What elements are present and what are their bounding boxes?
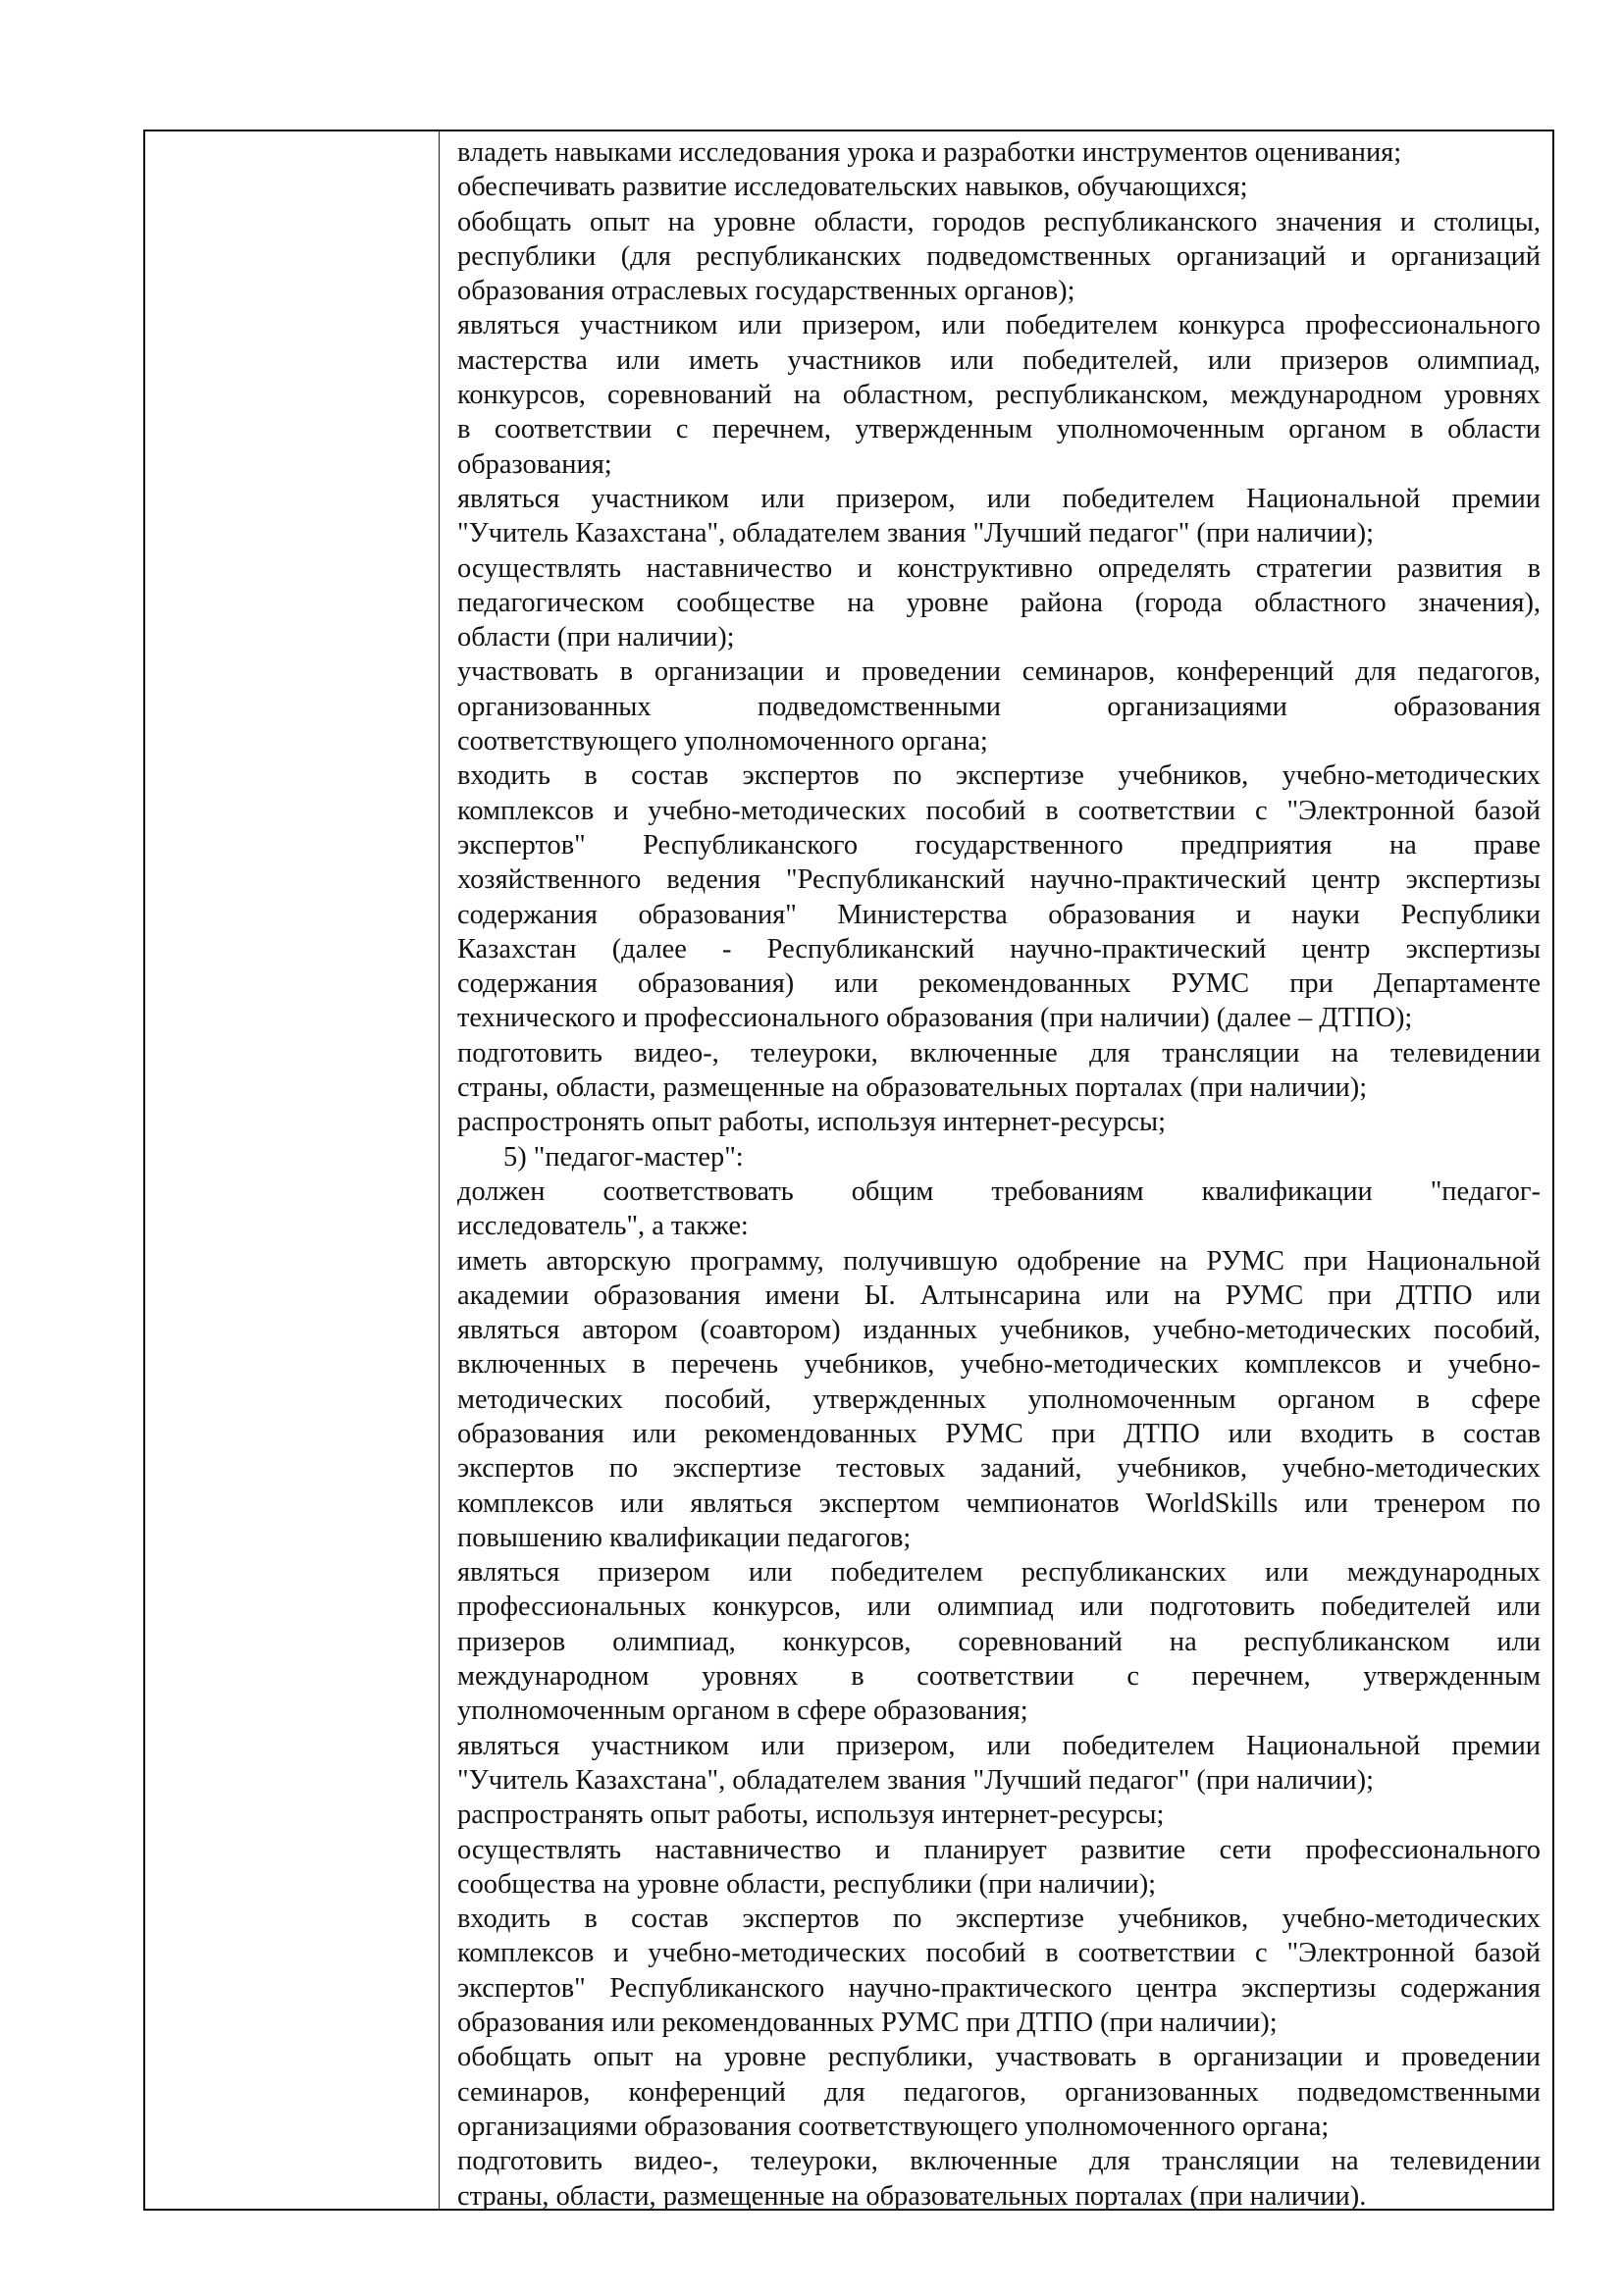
text-line: академии образования имени Ы. Алтынсарина или на РУМС при ДТПО или: [457, 1279, 1541, 1311]
text-line: содержания образования" Министерства образования и науки Республики: [457, 899, 1541, 930]
text-line: страны, области, размещенные на образовательных порталах (при наличии).: [457, 2180, 1367, 2212]
text-line: хозяйственного ведения "Республиканский научно-практический центр экспертизы: [457, 864, 1541, 896]
text-line: комплексов и учебно-методических пособий в соответствии с "Электронной базой: [457, 795, 1541, 826]
text-line: конкурсов, соревнований на областном, республиканском, международном уровнях: [457, 380, 1541, 411]
text-line: обеспечивать развитие исследовательских навыков, обучающихся;: [457, 172, 1248, 203]
text-line: иметь авторскую программу, получившую одобрение на РУМС при Национальной: [457, 1245, 1541, 1277]
text-line: страны, области, размещенные на образовательных порталах (при наличии);: [457, 1072, 1368, 1104]
text-line: распростронять опыт работы, используя интернет-ресурсы;: [457, 1107, 1166, 1138]
text-line: входить в состав экспертов по экспертизе учебников, учебно-методических: [457, 760, 1541, 792]
text-line: международном уровнях в соответствии с перечнем, утвержденным: [457, 1661, 1541, 1693]
text-line: в соответствии с перечнем, утвержденным уполномоченным органом в области: [457, 414, 1541, 445]
text-line: являться автором (соавтором) изданных учебников, учебно-методических пособий,: [457, 1315, 1541, 1346]
text-line: соответствующего уполномоченного органа;: [457, 726, 988, 757]
text-line: технического и профессионального образования (при наличии) (далее – ДТПО);: [457, 1003, 1413, 1034]
text-line: распространять опыт работы, используя интернет-ресурсы;: [457, 1800, 1165, 1831]
text-line: комплексов и учебно-методических пособий в соответствии с "Электронной базой: [457, 1938, 1541, 1969]
text-line: образования или рекомендованных РУМС при ДТПО (при наличии);: [457, 2008, 1278, 2039]
table-left-cell: [145, 131, 440, 2209]
text-line: призеров олимпиад, конкурсов, соревнований на республиканском или: [457, 1626, 1541, 1657]
text-line: осуществлять наставничество и планирует развитие сети профессионального: [457, 1834, 1541, 1865]
text-line: мастерства или иметь участников или победителей, или призеров олимпиад,: [457, 344, 1541, 376]
text-line: должен соответствовать общим требованиям квалификации "педагог-: [457, 1175, 1541, 1207]
requirements-table: [143, 130, 1554, 2211]
text-line: обобщать опыт на уровне области, городов республиканского значения и столицы,: [457, 206, 1541, 237]
text-line: уполномоченным органом в сфере образования;: [457, 1696, 1028, 1727]
text-line: исследователь", а также:: [457, 1211, 749, 1242]
text-line: подготовить видео-, телеуроки, включенные для трансляции на телевидении: [457, 2146, 1541, 2177]
text-line: обобщать опыт на уровне республики, участвовать в организации и проведении: [457, 2042, 1541, 2073]
text-line: входить в состав экспертов по экспертизе учебников, учебно-методических: [457, 1904, 1541, 1935]
text-line: повышению квалификации педагогов;: [457, 1522, 912, 1553]
text-line: педагогическом сообществе на уровне района (города областного значения),: [457, 587, 1541, 618]
text-line: методических пособий, утвержденных уполномоченным органом в сфере: [457, 1383, 1541, 1415]
text-line: Казахстан (далее - Республиканский научно-практический центр экспертизы: [457, 933, 1541, 965]
text-line: образования;: [457, 448, 612, 480]
text-line: участвовать в организации и проведении семинаров, конференций для педагогов,: [457, 656, 1541, 688]
text-line: экспертов" Республиканского государственного предприятия на праве: [457, 829, 1541, 861]
text-line: экспертов" Республиканского научно-практического центра экспертизы содержания: [457, 1972, 1541, 2004]
text-line: образования отраслевых государственных органов);: [457, 276, 1075, 307]
section-heading-line: 5) "педагог-мастер":: [503, 1141, 744, 1173]
text-line: области (при наличии);: [457, 622, 735, 653]
table-right-cell: [442, 131, 1552, 2212]
text-line: семинаров, конференций для педагогов, организованных подведомственными: [457, 2076, 1541, 2108]
text-line: являться участником или призером, или победителем конкурса профессионального: [457, 310, 1541, 341]
text-line: являться призером или победителем республиканских или международных: [457, 1557, 1541, 1589]
text-line: владеть навыками исследования урока и разработки инструментов оценивания;: [457, 137, 1402, 168]
text-line: комплексов или являться экспертом чемпионатов WorldSkills или тренером по: [457, 1487, 1541, 1519]
text-line: осуществлять наставничество и конструктивно определять стратегии развития в: [457, 552, 1541, 584]
text-line: являться участником или призером, или победителем Национальной премии: [457, 1730, 1541, 1761]
text-line: республики (для республиканских подведомственных организаций и организаций: [457, 240, 1541, 272]
text-line: профессиональных конкурсов, или олимпиад или подготовить победителей или: [457, 1592, 1541, 1623]
text-line: подготовить видео-, телеуроки, включенные для трансляции на телевидении: [457, 1037, 1541, 1069]
text-line: включенных в перечень учебников, учебно-методических комплексов и учебно-: [457, 1349, 1541, 1381]
text-line: организациями образования соответствующего уполномоченного органа;: [457, 2111, 1330, 2142]
text-line: являться участником или призером, или победителем Национальной премии: [457, 483, 1541, 514]
text-line: "Учитель Казахстана", обладателем звания "Лучший педагог" (при наличии);: [457, 1764, 1374, 1796]
text-line: экспертов по экспертизе тестовых заданий, учебников, учебно-методических: [457, 1453, 1541, 1485]
text-line: организованных подведомственными организациями образования: [457, 691, 1541, 722]
text-line: "Учитель Казахстана", обладателем звания "Лучший педагог" (при наличии);: [457, 518, 1374, 549]
text-line: образования или рекомендованных РУМС при ДТПО или входить в состав: [457, 1418, 1541, 1449]
text-line: содержания образования) или рекомендованных РУМС при Департаменте: [457, 968, 1541, 1000]
text-line: сообщества на уровне области, республики (при наличии);: [457, 1868, 1157, 1900]
